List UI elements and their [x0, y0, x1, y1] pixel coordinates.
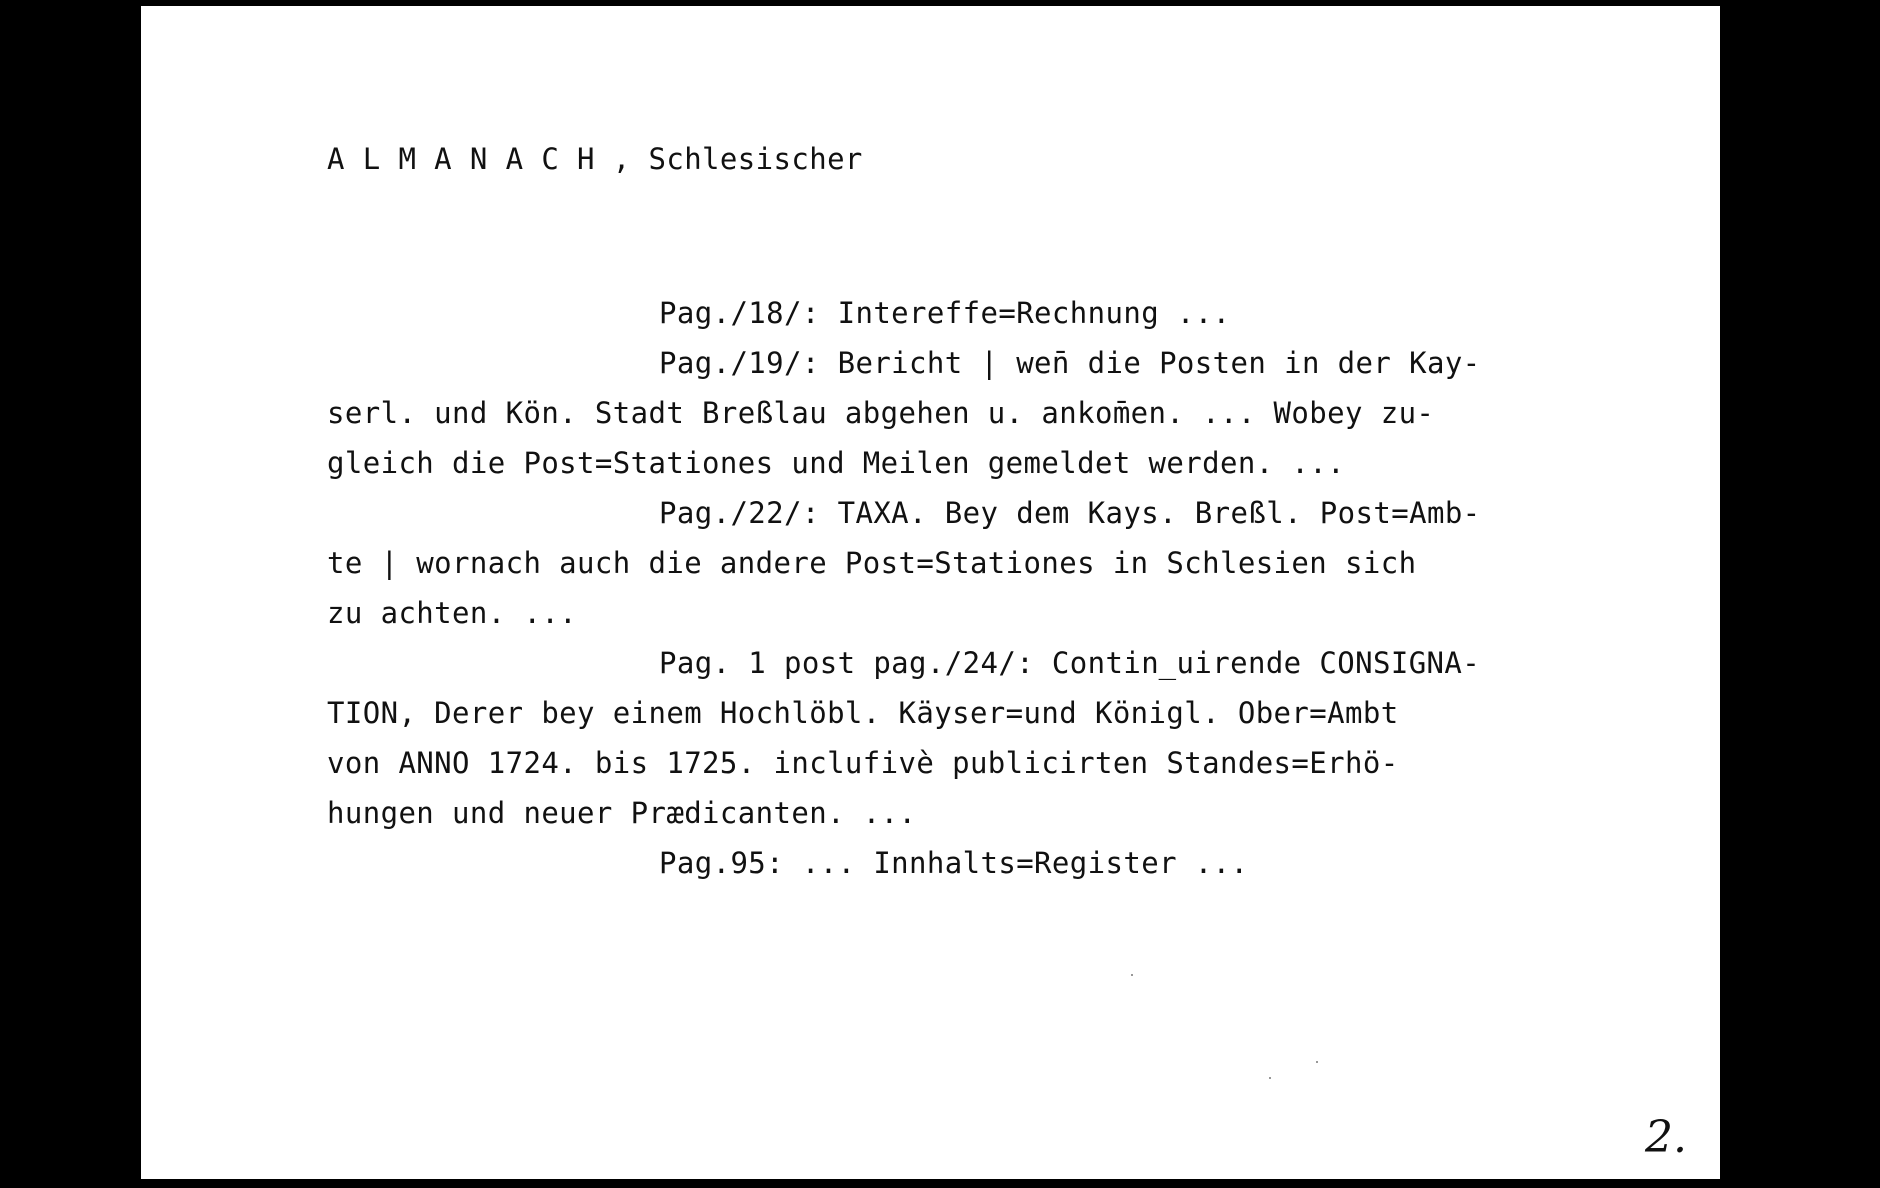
card-heading: A L M A N A C H , Schlesischer — [327, 142, 863, 176]
handwritten-page-number: 2. — [1645, 1112, 1687, 1163]
entry-line: zu achten. ... — [327, 596, 578, 630]
entry-line: te | wornach auch die andere Post=Stationes in Schlesien sich — [327, 546, 1417, 580]
entry-line: hungen und neuer Prædicanten. ... — [327, 796, 917, 830]
index-card — [141, 6, 1720, 1179]
paper-speck — [1131, 974, 1133, 976]
paper-speck — [1269, 1077, 1271, 1079]
paper-speck — [1316, 1061, 1318, 1063]
entry-line: von ANNO 1724. bis 1725. inclufivè publicirten Standes=Erhö- — [327, 746, 1399, 780]
entry-line: Pag./19/: Bericht | wen̄ die Posten in der Kay- — [659, 346, 1481, 380]
entry-line: Pag./22/: TAXA. Bey dem Kays. Breßl. Post=Amb- — [659, 496, 1481, 530]
entry-line: TION, Derer bey einem Hochlöbl. Käyser=und Königl. Ober=Ambt — [327, 696, 1399, 730]
entry-line: gleich die Post=Stationes und Meilen gemeldet werden. ... — [327, 446, 1345, 480]
entry-line: Pag.95: ... Innhalts=Register ... — [659, 846, 1249, 880]
entry-line: Pag./18/: Intereffe=Rechnung ... — [659, 296, 1231, 330]
entry-line: serl. und Kön. Stadt Breßlau abgehen u. ankom̄en. ... Wobey zu- — [327, 396, 1435, 430]
entry-line: Pag. 1 post pag./24/: Contin̲uirende CONSIGNA- — [659, 646, 1481, 680]
